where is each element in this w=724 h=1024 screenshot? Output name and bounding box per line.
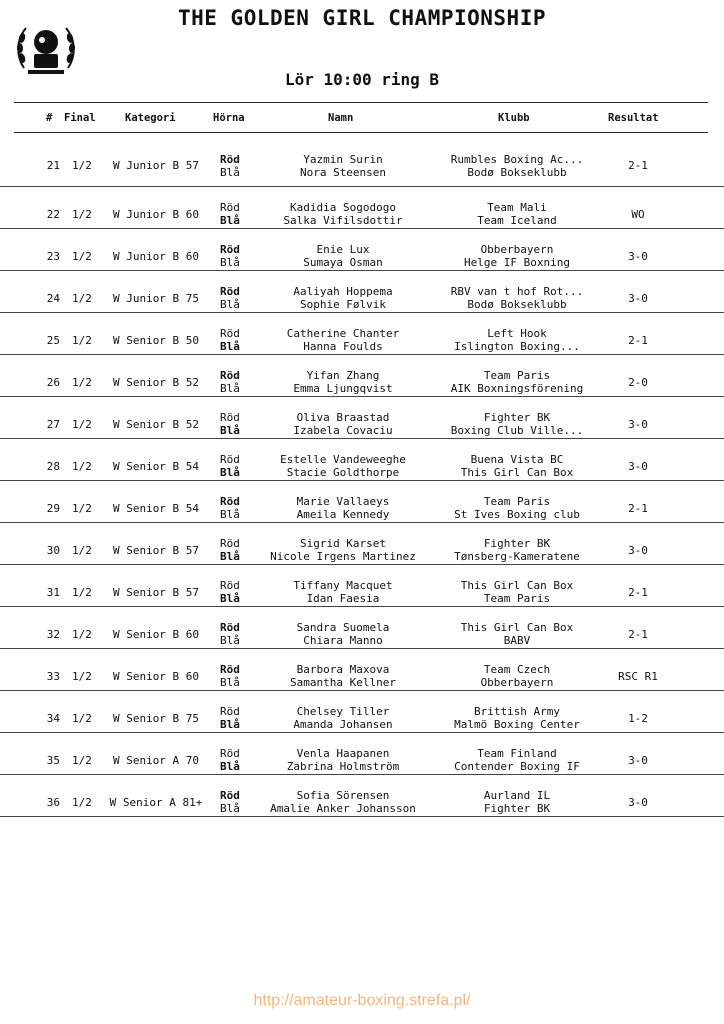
bout-row	[0, 229, 724, 271]
red-corner-label: Röd	[220, 285, 240, 298]
red-boxer-name: Sofia Sörensen	[296, 789, 390, 802]
bout-number: 22	[46, 208, 60, 221]
red-boxer-name: Tiffany Macquet	[293, 579, 393, 592]
red-corner-label: Röd	[220, 663, 240, 676]
bout-row	[0, 649, 724, 691]
blue-corner-label: Blå	[220, 634, 240, 647]
blue-boxer-name: Izabela Covaciu	[293, 424, 393, 437]
blue-boxer-name: Nicole Irgens Martinez	[270, 550, 416, 563]
red-corner-label: Röd	[220, 327, 240, 340]
blue-boxer-name: Idan Faesia	[306, 592, 380, 605]
blue-boxer-name: Sumaya Osman	[303, 256, 383, 269]
bout-category: W Senior B 52	[112, 376, 200, 389]
red-boxer-club: Aurland IL	[483, 789, 551, 802]
blue-boxer-name: Ameila Kennedy	[296, 508, 390, 521]
red-boxer-club: This Girl Can Box	[460, 621, 574, 634]
red-boxer-club: Team Czech	[483, 663, 551, 676]
blue-corner-label: Blå	[220, 340, 240, 353]
red-boxer-club: This Girl Can Box	[460, 579, 574, 592]
bout-category: W Senior B 54	[112, 460, 200, 473]
bout-number: 24	[46, 292, 60, 305]
blue-boxer-club: Obberbayern	[480, 676, 554, 689]
red-boxer-name: Chelsey Tiller	[296, 705, 390, 718]
red-boxer-name: Enie Lux	[316, 243, 370, 256]
bout-category: W Junior B 60	[112, 208, 200, 221]
blue-boxer-club: Islington Boxing...	[454, 340, 580, 353]
blue-boxer-club: AIK Boxningsförening	[450, 382, 584, 395]
bout-category: W Junior B 60	[112, 250, 200, 263]
bout-row	[0, 355, 724, 397]
red-corner-label: Röd	[220, 621, 240, 634]
blue-boxer-name: Chiara Manno	[303, 634, 383, 647]
blue-boxer-club: Tønsberg-Kameratene	[454, 550, 580, 563]
red-boxer-name: Marie Vallaeys	[296, 495, 390, 508]
red-corner-label: Röd	[220, 369, 240, 382]
red-corner-label: Röd	[220, 747, 240, 760]
header-kategori: Kategori	[125, 112, 176, 124]
bout-final: 1/2	[72, 586, 92, 599]
red-boxer-name: Barbora Maxova	[296, 663, 390, 676]
bout-result: 3-0	[628, 796, 648, 809]
bout-row	[0, 140, 724, 187]
blue-boxer-club: Team Paris	[483, 592, 551, 605]
blue-boxer-club: Bodø Bokseklubb	[467, 298, 567, 311]
blue-corner-label: Blå	[220, 424, 240, 437]
bout-number: 34	[46, 712, 60, 725]
red-boxer-name: Catherine Chanter	[286, 327, 400, 340]
bout-result: 2-0	[628, 376, 648, 389]
bout-category: W Senior B 75	[112, 712, 200, 725]
header-resultat: Resultat	[608, 112, 659, 124]
blue-boxer-club: Contender Boxing IF	[454, 760, 580, 773]
blue-corner-label: Blå	[220, 382, 240, 395]
bout-number: 29	[46, 502, 60, 515]
bout-result: 3-0	[628, 418, 648, 431]
red-boxer-club: Fighter BK	[483, 537, 551, 550]
red-boxer-club: Left Hook	[487, 327, 547, 340]
bout-category: W Senior B 52	[112, 418, 200, 431]
blue-boxer-club: Boxing Club Ville...	[450, 424, 584, 437]
bout-final: 1/2	[72, 670, 92, 683]
red-corner-label: Röd	[220, 537, 240, 550]
blue-corner-label: Blå	[220, 298, 240, 311]
blue-boxer-name: Samantha Kellner	[290, 676, 396, 689]
red-boxer-name: Kadidia Sogodogo	[290, 201, 396, 214]
bout-result: RSC R1	[618, 670, 658, 683]
bout-number: 33	[46, 670, 60, 683]
bout-number: 35	[46, 754, 60, 767]
red-boxer-name: Yifan Zhang	[306, 369, 380, 382]
bout-category: W Junior B 75	[112, 292, 200, 305]
red-boxer-name: Aaliyah Hoppema	[293, 285, 393, 298]
bout-row	[0, 607, 724, 649]
red-boxer-name: Oliva Braastad	[296, 411, 390, 424]
red-boxer-club: Buena Vista BC	[470, 453, 564, 466]
bout-number: 27	[46, 418, 60, 431]
bout-final: 1/2	[72, 544, 92, 557]
red-corner-label: Röd	[220, 705, 240, 718]
red-boxer-name: Venla Haapanen	[296, 747, 390, 760]
blue-corner-label: Blå	[220, 676, 240, 689]
red-boxer-club: Brittish Army	[473, 705, 561, 718]
bout-final: 1/2	[72, 502, 92, 515]
bout-number: 28	[46, 460, 60, 473]
bout-row	[0, 271, 724, 313]
bout-result: 3-0	[628, 544, 648, 557]
bout-final: 1/2	[72, 159, 92, 172]
bout-result: 3-0	[628, 460, 648, 473]
bout-final: 1/2	[72, 250, 92, 263]
red-boxer-club: RBV van t hof Rot...	[450, 285, 584, 298]
bout-row	[0, 481, 724, 523]
bout-row	[0, 313, 724, 355]
bout-row	[0, 187, 724, 229]
blue-corner-label: Blå	[220, 466, 240, 479]
header-final: Final	[64, 112, 96, 124]
red-boxer-club: Team Paris	[483, 495, 551, 508]
bout-result: 3-0	[628, 754, 648, 767]
bout-category: W Senior B 60	[112, 628, 200, 641]
blue-corner-label: Blå	[220, 214, 240, 227]
header-klubb: Klubb	[498, 112, 530, 124]
red-corner-label: Röd	[220, 411, 240, 424]
bout-result: WO	[631, 208, 645, 221]
bout-row	[0, 733, 724, 775]
header-namn: Namn	[328, 112, 354, 124]
red-corner-label: Röd	[220, 495, 240, 508]
bout-final: 1/2	[72, 628, 92, 641]
bout-result: 2-1	[628, 334, 648, 347]
blue-corner-label: Blå	[220, 718, 240, 731]
blue-boxer-name: Salka Vifilsdottir	[283, 214, 403, 227]
bout-result: 1-2	[628, 712, 648, 725]
bout-result: 2-1	[628, 586, 648, 599]
bout-number: 21	[46, 159, 60, 172]
bout-row	[0, 775, 724, 817]
bout-final: 1/2	[72, 334, 92, 347]
red-boxer-club: Team Mali	[487, 201, 547, 214]
blue-corner-label: Blå	[220, 802, 240, 815]
bout-row	[0, 565, 724, 607]
red-corner-label: Röd	[220, 789, 240, 802]
blue-boxer-club: This Girl Can Box	[460, 466, 574, 479]
blue-corner-label: Blå	[220, 256, 240, 269]
red-corner-label: Röd	[220, 243, 240, 256]
blue-boxer-club: BABV	[503, 634, 531, 647]
red-corner-label: Röd	[220, 153, 240, 166]
bout-result: 2-1	[628, 628, 648, 641]
blue-corner-label: Blå	[220, 592, 240, 605]
blue-boxer-name: Emma Ljungqvist	[293, 382, 393, 395]
bout-final: 1/2	[72, 208, 92, 221]
red-boxer-name: Sigrid Karset	[299, 537, 387, 550]
header-top-rule	[14, 102, 708, 103]
bout-number: 32	[46, 628, 60, 641]
blue-boxer-name: Sophie Følvik	[299, 298, 387, 311]
bout-number: 26	[46, 376, 60, 389]
blue-boxer-club: Bodø Bokseklubb	[467, 166, 567, 179]
bout-result: 2-1	[628, 159, 648, 172]
bout-number: 36	[46, 796, 60, 809]
bout-row	[0, 439, 724, 481]
blue-boxer-name: Zabrina Holmström	[286, 760, 400, 773]
red-corner-label: Röd	[220, 579, 240, 592]
blue-corner-label: Blå	[220, 760, 240, 773]
bout-category: W Senior B 54	[112, 502, 200, 515]
bout-number: 23	[46, 250, 60, 263]
bout-number: 25	[46, 334, 60, 347]
session-subtitle: Lör 10:00 ring B	[284, 70, 440, 89]
bout-result: 2-1	[628, 502, 648, 515]
blue-boxer-club: Helge IF Boxning	[464, 256, 570, 269]
bout-category: W Senior B 57	[112, 544, 200, 557]
bout-number: 31	[46, 586, 60, 599]
red-boxer-club: Rumbles Boxing Ac...	[450, 153, 584, 166]
bout-category: W Senior A 81+	[109, 796, 203, 809]
blue-boxer-name: Nora Steensen	[299, 166, 387, 179]
header-horna: Hörna	[213, 112, 245, 124]
bout-number: 30	[46, 544, 60, 557]
bout-result: 3-0	[628, 292, 648, 305]
blue-boxer-name: Amanda Johansen	[293, 718, 393, 731]
bout-table	[0, 140, 724, 817]
bout-final: 1/2	[72, 460, 92, 473]
page-title: THE GOLDEN GIRL CHAMPIONSHIP	[177, 6, 546, 30]
blue-boxer-name: Amalie Anker Johansson	[270, 802, 416, 815]
bout-category: W Senior B 60	[112, 670, 200, 683]
bout-final: 1/2	[72, 712, 92, 725]
blue-corner-label: Blå	[220, 550, 240, 563]
bout-category: W Senior A 70	[112, 754, 200, 767]
red-boxer-name: Estelle Vandeweeghe	[280, 453, 406, 466]
blue-boxer-club: Malmö Boxing Center	[454, 718, 580, 731]
blue-boxer-club: St Ives Boxing club	[454, 508, 580, 521]
bout-final: 1/2	[72, 292, 92, 305]
blue-boxer-club: Team Iceland	[477, 214, 557, 227]
bout-result: 3-0	[628, 250, 648, 263]
blue-boxer-club: Fighter BK	[483, 802, 551, 815]
footer-url: http://amateur-boxing.strefa.pl/	[253, 992, 471, 1009]
blue-boxer-name: Stacie Goldthorpe	[286, 466, 400, 479]
blue-boxer-name: Hanna Foulds	[303, 340, 383, 353]
bout-category: W Senior B 50	[112, 334, 200, 347]
bout-final: 1/2	[72, 376, 92, 389]
red-boxer-club: Fighter BK	[483, 411, 551, 424]
bout-final: 1/2	[72, 754, 92, 767]
header-bottom-rule	[14, 132, 708, 133]
bout-row	[0, 397, 724, 439]
bout-row	[0, 523, 724, 565]
red-boxer-club: Team Paris	[483, 369, 551, 382]
bout-row	[0, 691, 724, 733]
red-corner-label: Röd	[220, 453, 240, 466]
bout-category: W Junior B 57	[112, 159, 200, 172]
header-num: #	[46, 112, 53, 124]
bout-final: 1/2	[72, 796, 92, 809]
red-boxer-club: Team Finland	[477, 747, 557, 760]
bout-final: 1/2	[72, 418, 92, 431]
blue-corner-label: Blå	[220, 508, 240, 521]
red-boxer-club: Obberbayern	[480, 243, 554, 256]
bout-category: W Senior B 57	[112, 586, 200, 599]
red-boxer-name: Sandra Suomela	[296, 621, 390, 634]
blue-corner-label: Blå	[220, 166, 240, 179]
red-boxer-name: Yazmin Surin	[303, 153, 383, 166]
red-corner-label: Röd	[220, 201, 240, 214]
